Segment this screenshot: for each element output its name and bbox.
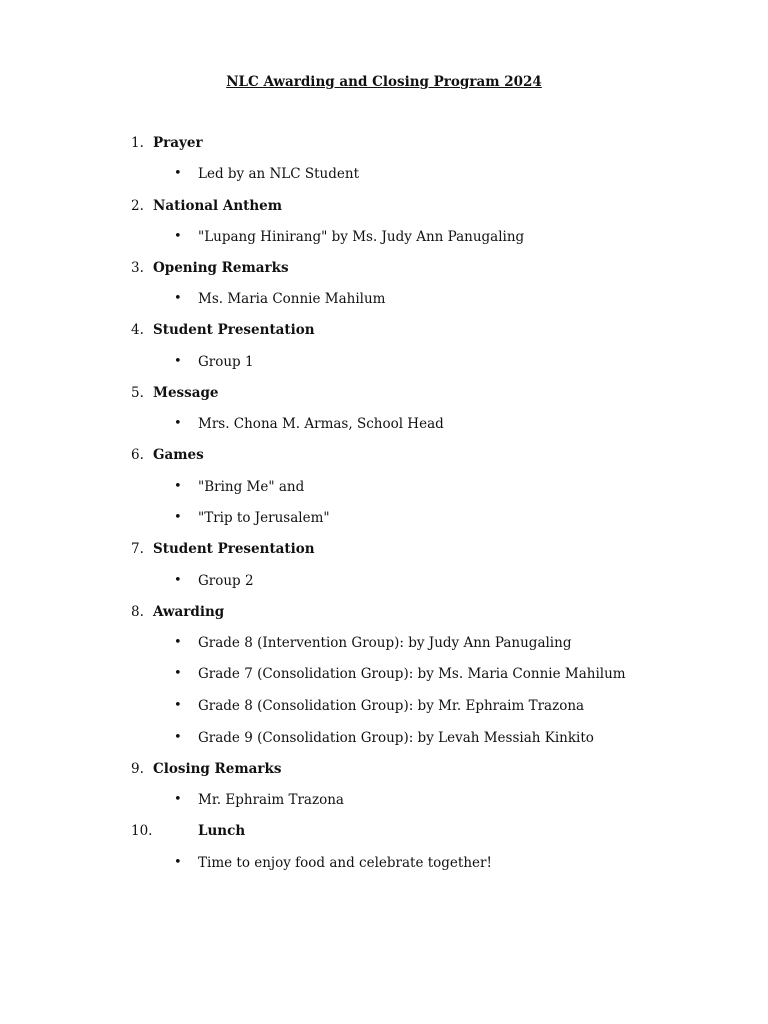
item-heading: Student Presentation (153, 322, 315, 338)
subitem-text: Grade 8 (Consolidation Group): by Mr. Ephraim Trazona (198, 698, 585, 714)
item-heading: Student Presentation (153, 541, 315, 557)
subitem-text: Group 2 (198, 573, 254, 589)
item-heading: Games (153, 447, 204, 463)
bullet-icon: • (174, 666, 182, 681)
subitem-text: Group 1 (198, 354, 254, 370)
bullet-icon: • (174, 698, 182, 713)
subitem-text: "Trip to Jerusalem" (198, 510, 330, 526)
item-number: 6. (131, 447, 144, 463)
bullet-icon: • (174, 229, 182, 244)
item-number: 2. (131, 198, 144, 214)
item-heading: Lunch (198, 823, 246, 839)
bullet-icon: • (174, 635, 182, 650)
item-heading: Message (153, 385, 219, 401)
item-heading: National Anthem (153, 198, 283, 214)
subitem-text: Grade 9 (Consolidation Group): by Levah Messiah Kinkito (198, 730, 594, 746)
bullet-icon: • (174, 354, 182, 369)
bullet-icon: • (174, 291, 182, 306)
bullet-icon: • (174, 479, 182, 494)
item-heading: Opening Remarks (153, 260, 289, 276)
subitem-text: Grade 8 (Intervention Group): by Judy Ann Panugaling (198, 635, 572, 651)
bullet-icon: • (174, 573, 182, 588)
subitem-text: "Bring Me" and (198, 479, 305, 495)
subitem-text: "Lupang Hinirang" by Ms. Judy Ann Panugaling (198, 229, 525, 245)
item-number: 8. (131, 604, 144, 620)
item-number: 7. (131, 541, 144, 557)
subitem-text: Time to enjoy food and celebrate together! (198, 855, 492, 871)
item-number: 4. (131, 322, 144, 338)
item-number: 10. (131, 823, 153, 839)
bullet-icon: • (174, 855, 182, 870)
bullet-icon: • (174, 792, 182, 807)
subitem-text: Mrs. Chona M. Armas, School Head (198, 416, 444, 432)
item-number: 1. (131, 135, 144, 151)
item-heading: Prayer (153, 135, 203, 151)
item-number: 9. (131, 761, 144, 777)
bullet-icon: • (174, 166, 182, 181)
bullet-icon: • (174, 730, 182, 745)
subitem-text: Grade 7 (Consolidation Group): by Ms. Maria Connie Mahilum (198, 666, 626, 682)
item-heading: Awarding (153, 604, 225, 620)
subitem-text: Mr. Ephraim Trazona (198, 792, 344, 808)
subitem-text: Ms. Maria Connie Mahilum (198, 291, 386, 307)
item-number: 3. (131, 260, 144, 276)
item-heading: Closing Remarks (153, 761, 282, 777)
bullet-icon: • (174, 510, 182, 525)
item-number: 5. (131, 385, 144, 401)
document-title: NLC Awarding and Closing Program 2024 (226, 74, 542, 90)
bullet-icon: • (174, 416, 182, 431)
subitem-text: Led by an NLC Student (198, 166, 359, 182)
